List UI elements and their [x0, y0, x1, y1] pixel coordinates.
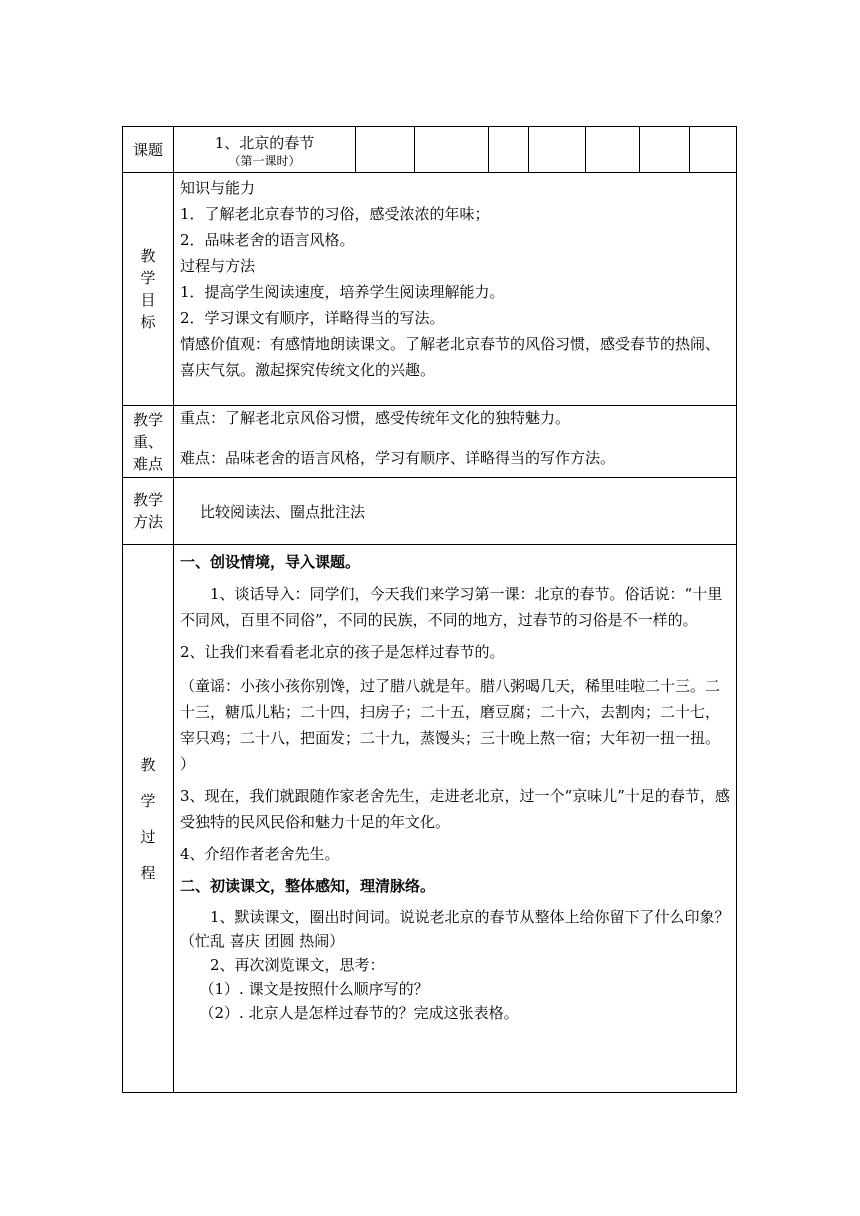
topic-label: 课题	[123, 127, 174, 173]
label-char: 学	[140, 269, 156, 287]
label-char: 教	[140, 755, 156, 774]
label-line: 教学	[132, 410, 163, 429]
label-char: 程	[140, 863, 156, 882]
process-content	[174, 545, 737, 1093]
title-row	[123, 127, 737, 173]
objectives-label	[123, 173, 174, 406]
label-line: 重、	[132, 432, 163, 451]
process-paragraph: 2、让我们来看看老北京的孩子是怎样过春节的。	[180, 643, 505, 661]
label-line: 教学	[132, 491, 163, 509]
difficulty-point: 难点：品味老舍的语言风格，学习有顺序、详略得当的写作方法。	[180, 449, 616, 467]
method-text: 比较阅读法、圈点批注法	[200, 503, 366, 521]
empty-cell	[489, 127, 529, 173]
objective-line: 知识与能力	[180, 179, 256, 197]
section-1-title: 一、创设情境，导入课题。	[180, 553, 361, 571]
label-char: 目	[140, 291, 156, 309]
process-paragraph: 3、现在，我们就跟随作家老舍先生，走进老北京，过一个“京味儿”十足的春节，感受独特的民风民俗和魅力十足的年文化。	[180, 787, 730, 831]
focus-label	[123, 406, 174, 478]
label-char: 学	[140, 791, 156, 810]
empty-cell	[640, 127, 690, 173]
objective-line: 过程与方法	[180, 257, 256, 275]
key-point: 重点：了解老北京风俗习惯，感受传统年文化的独特魅力。	[180, 409, 571, 427]
empty-cell	[529, 127, 586, 173]
process-paragraph: （童谣：小孩小孩你别馋，过了腊八就是年。腊八粥喝几天，稀里哇啦二十三。二十三，糖瓜儿粘；二十四，扫房子；二十五，磨豆腐；二十六，去割肉；二十七，宰只鸡；二十八，把面发；二十九，蒸馒头；三十晚上熬一宿；大年初一扭一扭。 ）	[180, 677, 721, 773]
objective-line: 1．提高学生阅读速度，培养学生阅读理解能力。	[180, 283, 505, 301]
lesson-title: 1、北京的春节	[214, 133, 315, 152]
objective-line: 2．品味老舍的语言风格。	[180, 231, 355, 249]
lesson-title-cell	[174, 127, 356, 173]
process-paragraph: 2、再次浏览课文，思考：	[210, 956, 385, 974]
process-question: （2）. 北京人是怎样过春节的？完成这张表格。	[199, 1004, 519, 1022]
label-char: 教	[140, 247, 156, 265]
label-line: 方法	[132, 513, 163, 531]
empty-cell	[586, 127, 640, 173]
label-char: 过	[140, 827, 156, 846]
objective-line: 情感价值观：有感情地朗读课文。了解老北京春节的风俗习惯，感受春节的热闹、喜庆气氛。激起探究传统文化的兴趣。	[180, 335, 721, 379]
method-row	[123, 478, 737, 545]
process-question: （1）. 课文是按照什么顺序写的？	[199, 980, 429, 998]
label-line: 难点	[132, 454, 163, 473]
objective-line: 1．了解老北京春节的习俗，感受浓浓的年味；	[180, 205, 490, 223]
focus-content	[174, 406, 737, 478]
process-paragraph: 1、谈话导入：同学们，今天我们来学习第一课：北京的春节。俗话说：“十里不同风，百里不同俗”，不同的民族，不同的地方，过春节的习俗是不一样的。	[180, 585, 723, 629]
process-paragraph: 1、默读课文，圈出时间词。说说老北京的春节从整体上给你留下了什么印象？（忙乱 喜庆 团圆 热闹）	[180, 908, 730, 950]
section-2-title: 二、初读课文，整体感知，理清脉络。	[180, 877, 436, 895]
empty-cell	[356, 127, 415, 173]
method-label	[123, 478, 174, 545]
lesson-plan-table	[122, 126, 737, 1093]
lesson-subtitle: （第一课时）	[228, 153, 301, 168]
empty-cell	[690, 127, 737, 173]
process-paragraph: 4、介绍作者老舍先生。	[180, 845, 340, 863]
objectives-content	[174, 173, 737, 406]
method-content	[174, 478, 737, 545]
label-char: 标	[140, 313, 156, 331]
process-row	[123, 545, 737, 1093]
empty-cell	[415, 127, 489, 173]
objectives-row	[123, 173, 737, 406]
process-label	[123, 545, 174, 1093]
objective-line: 2．学习课文有顺序，详略得当的写法。	[180, 309, 445, 327]
focus-row	[123, 406, 737, 478]
